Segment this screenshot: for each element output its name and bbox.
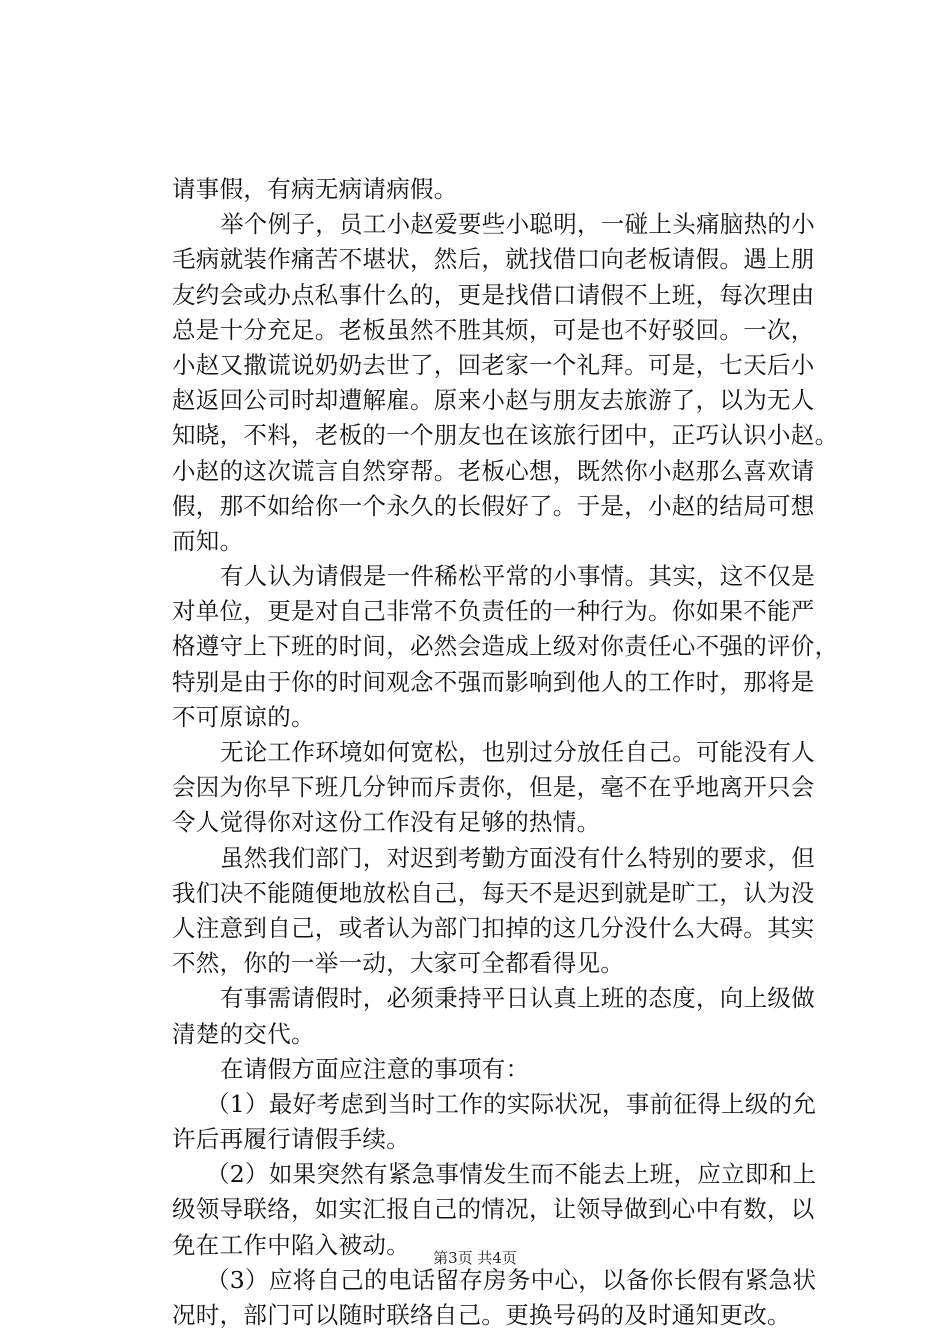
text-line: （2）如果突然有紧急事情发生而不能去上班，应立即和上: [206, 1160, 817, 1189]
text-line: 对单位，更是对自己非常不负责任的一种行为。你如果不能严: [172, 597, 815, 626]
text-line: 不可原谅的。: [172, 702, 315, 731]
text-line: 而知。: [172, 526, 244, 555]
text-line: （3）应将自己的电话留存房务中心，以备你长假有紧急状: [206, 1265, 817, 1294]
text-line: 举个例子，员工小赵爱要些小聪明，一碰上头痛脑热的小: [220, 210, 815, 239]
text-line: 有事需请假时，必须秉持平日认真上班的态度，向上级做: [220, 984, 815, 1013]
text-line: 会因为你早下班几分钟而斥责你，但是，毫不在乎地离开只会: [172, 773, 815, 802]
text-line: （1）最好考虑到当时工作的实际状况，事前征得上级的允: [206, 1089, 817, 1118]
text-line: 特别是由于你的时间观念不强而影响到他人的工作时，那将是: [172, 667, 815, 696]
text-line: 小赵的这次谎言自然穿帮。老板心想，既然你小赵那么喜欢请: [172, 456, 815, 485]
text-line: 在请假方面应注意的事项有：: [220, 1054, 530, 1083]
text-line: 假，那不如给你一个永久的长假好了。于是，小赵的结局可想: [172, 491, 815, 520]
text-line: 毛病就装作痛苦不堪状，然后，就找借口向老板请假。遇上朋: [172, 245, 815, 274]
text-line: 人注意到自己，或者认为部门扣掉的这几分没什么大碍。其实: [172, 913, 815, 942]
body-text: [172, 172, 872, 1333]
text-line: 无论工作环境如何宽松，也别过分放任自己。可能没有人: [220, 738, 815, 766]
text-line: 令人觉得你对这份工作没有足够的热情。: [172, 808, 601, 837]
text-line: 请事假，有病无病请病假。: [172, 175, 458, 203]
text-line: 清楚的交代。: [172, 1019, 315, 1048]
text-line: 免在工作中陷入被动。: [172, 1230, 410, 1259]
text-line: 虽然我们部门，对迟到考勤方面没有什么特别的要求，但: [220, 843, 815, 872]
text-line: 格遵守上下班的时间，必然会造成上级对你责任心不强的评价，: [172, 632, 839, 661]
text-line: 级领导联络，如实汇报自己的情况，让领导做到心中有数，以: [172, 1195, 815, 1224]
text-line: 赵返回公司时却遭解雇。原来小赵与朋友去旅游了，以为无人: [172, 386, 815, 415]
text-line: 有人认为请假是一件稀松平常的小事情。其实，这不仅是: [220, 562, 815, 591]
text-line: 知晓，不料，老板的一个朋友也在该旅行团中，正巧认识小赵。: [172, 421, 839, 450]
page-footer: 第3页 共4页: [433, 1249, 517, 1267]
text-line: 总是十分充足。老板虽然不胜其烦，可是也不好驳回。一次，: [172, 315, 815, 344]
text-line: 不然，你的一举一动，大家可全都看得见。: [172, 949, 625, 978]
text-line: 况时，部门可以随时联络自己。更换号码的及时通知更改。: [172, 1301, 791, 1329]
text-line: 我们决不能随便地放松自己，每天不是迟到就是旷工，认为没: [172, 878, 815, 907]
text-line: 友约会或办点私事什么的，更是找借口请假不上班，每次理由: [172, 280, 815, 309]
text-line: 许后再履行请假手续。: [172, 1125, 410, 1154]
text-line: 小赵又撒谎说奶奶去世了，回老家一个礼拜。可是，七天后小: [172, 350, 815, 379]
